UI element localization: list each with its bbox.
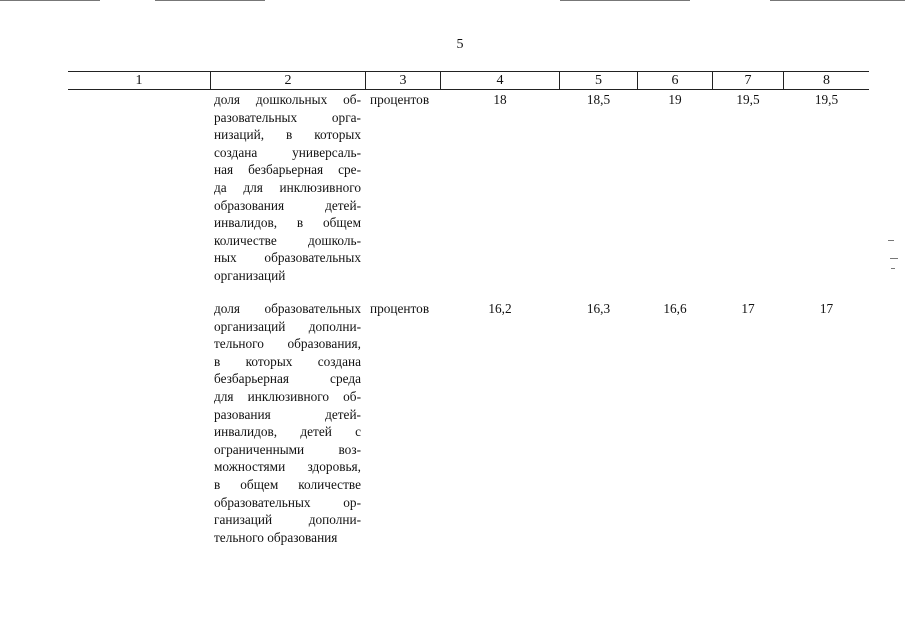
scan-artifact-top-mid	[155, 0, 265, 1]
description-line: разования детей-	[214, 406, 361, 422]
table-row-1-unit: процентов	[370, 92, 430, 107]
description-line: инвалидов, детей с	[214, 424, 361, 440]
description-line: да для инклюзивного	[214, 179, 361, 195]
description-line: доля образовательных	[214, 301, 361, 316]
table-row-1-value-col7: 19,5	[736, 92, 760, 107]
description-line: образовательных ор-	[214, 494, 361, 510]
table-row-2-description	[214, 300, 361, 546]
description-line: инвалидов, в общем	[214, 215, 361, 231]
description-line: ная безбарьерная сре-	[214, 162, 361, 178]
scan-artifact-top-left	[0, 0, 100, 1]
header-cell-7: 7	[744, 73, 752, 88]
description-line: тельного образования,	[214, 336, 361, 352]
scan-mark-right-3	[891, 268, 895, 269]
header-cell-3: 3	[399, 73, 407, 88]
table-row-2-value-col7: 17	[741, 301, 755, 316]
scan-artifact-top-right	[560, 0, 690, 1]
header-cell-5: 5	[595, 73, 602, 88]
table-row-2-value-col4: 16,2	[488, 301, 512, 316]
description-line: в общем количестве	[214, 476, 361, 492]
description-line: для инклюзивного об-	[214, 388, 361, 404]
table-row-1-description	[214, 91, 361, 285]
description-line: ограниченными воз-	[214, 441, 361, 457]
description-line: доля дошкольных об-	[214, 92, 361, 107]
description-line: ганизаций дополни-	[214, 512, 361, 528]
description-line: организаций	[214, 267, 286, 283]
description-line: создана универсаль-	[214, 144, 361, 160]
page-number: 5	[456, 37, 464, 52]
description-line: безбарьерная среда	[214, 371, 361, 387]
header-cell-1: 1	[135, 73, 143, 88]
header-cell-6: 6	[671, 73, 679, 88]
description-line: низаций, в которых	[214, 127, 361, 143]
scan-mark-right-1	[888, 240, 894, 241]
table-row-2-unit: процентов	[370, 301, 430, 316]
scan-artifact-top-far-right	[770, 0, 905, 1]
table-row-2-value-col8: 17	[819, 301, 834, 316]
header-cell-2: 2	[284, 73, 292, 88]
header-bottom-border	[68, 89, 869, 90]
table-row-2-value-col5: 16,3	[586, 301, 611, 316]
table-row-2-value-col6: 16,6	[663, 301, 687, 316]
description-line: образования детей-	[214, 197, 361, 213]
description-line: организаций дополни-	[214, 318, 361, 334]
table-row-1-value-col5: 18,5	[586, 92, 611, 107]
description-line: в которых создана	[214, 353, 361, 369]
header-cell-4: 4	[496, 73, 504, 88]
description-line: тельного образования	[214, 529, 338, 545]
header-cell-8: 8	[823, 73, 830, 88]
description-line: количестве дошколь-	[214, 232, 361, 248]
table-row-1-value-col4: 18	[493, 92, 507, 107]
table-row-1-value-col6: 19	[668, 92, 682, 107]
scan-mark-right-2	[890, 258, 898, 259]
table-row-1-value-col8: 19,5	[814, 92, 839, 107]
description-line: разовательных орга-	[214, 109, 361, 125]
description-line: ных образовательных	[214, 250, 361, 266]
description-line: можностями здоровья,	[214, 459, 361, 475]
